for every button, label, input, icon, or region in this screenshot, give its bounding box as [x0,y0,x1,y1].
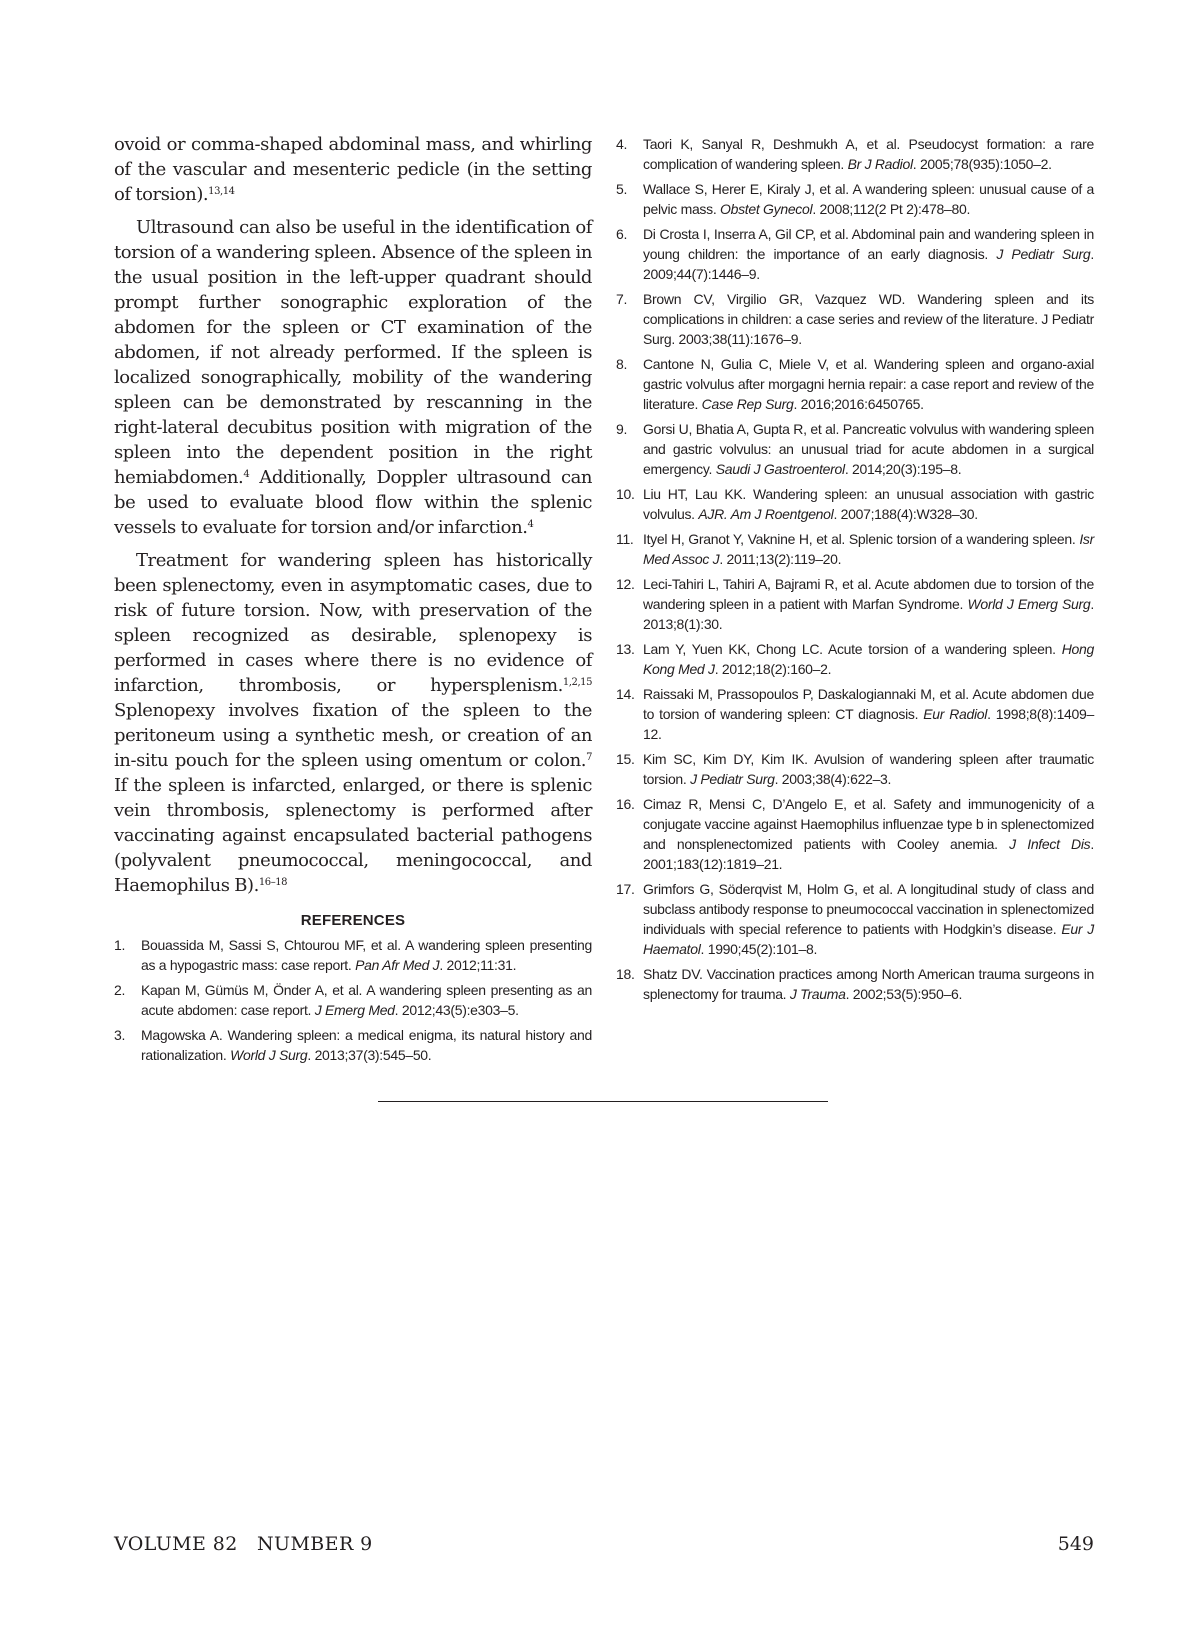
references-heading: REFERENCES [300,912,406,929]
body-paragraph: ovoid or comma-shaped abdominal mass, and whirling of the vascular and mesenteric pedicle (in the setting of torsion).$^{13,14}$ [114,134,592,205]
reference-item [616,484,1094,524]
reference-number: 11. [616,531,634,547]
body-paragraph: Treatment for wandering spleen has historically been splenectomy, even in asymptomatic cases, due to risk of future torsion. Now, with preservation of the spleen recognized as desirable, splenopexy is performed in cases where there is no evidence of infarction, thrombosis, or hypersplenism.$^{1,2,15}$ Splenopexy involves fixation of the spleen to the peritoneum using a synthetic mesh, or creation of an in-situ pouch for the spleen using omentum or colon.$^7$ If the spleen is infarcted, enlarged, or there is splenic vein thrombosis, splenectomy is performed after vaccinating against encapsulated bacterial pathogens (polyvalent pneumococcal, meningococcal, and Haemophilus B).$^{16-18}$ [114,550,592,896]
reference-number: 13. [616,641,635,657]
reference-journal: J Emerg Med [314,1002,395,1018]
reference-number: 4. [616,136,628,152]
reference-text: Shatz DV. Vaccination practices among North American trauma surgeons in splenectomy for trauma. J Trauma. 2002;53(5):950–6. [643,966,1094,1002]
left-column [114,132,592,1070]
reference-text: Grimfors G, Söderqvist M, Holm G, et al. A longitudinal study of class and subclass antibody response to pneumococcal vaccination in splenectomized individuals with special reference to patients with Hodgkin’s disease. Eur J Haematol. 1990;45(2):101–8. [643,881,1094,957]
reference-item [616,134,1094,174]
reference-journal: Saudi J Gastroenterol [715,461,845,477]
reference-journal: World J Emerg Surg [967,596,1091,612]
reference-journal: Isr Med Assoc J [643,531,1094,567]
reference-list-left [114,935,592,1065]
reference-journal: World J Surg [230,1047,308,1063]
reference-number: 10. [616,486,635,502]
reference-text: Bouassida M, Sassi S, Chtourou MF, et al. A wandering spleen presenting as a hypogastric mass: case report. Pan Afr Med J. 2012;11:31. [141,937,592,973]
reference-number: 12. [616,576,635,592]
reference-item [616,354,1094,414]
reference-journal: Obstet Gynecol [720,201,813,217]
reference-journal: J Trauma [789,986,846,1002]
reference-item [114,980,592,1020]
reference-text: Cimaz R, Mensi C, D’Angelo E, et al. Safety and immunogenicity of a conjugate vaccine against Haemophilus influenzae type b in splenectomized and nonsplenectomized patients with Cooley anemia. J Infect Dis. 2001;183(12):1819–21. [643,796,1094,872]
reference-item [616,224,1094,284]
reference-journal: Hong Kong Med J [643,641,1094,677]
reference-number: 5. [616,181,628,197]
reference-text: Magowska A. Wandering spleen: a medical enigma, its natural history and rationalization. World J Surg. 2013;37(3):545–50. [141,1027,592,1063]
reference-item [616,639,1094,679]
reference-text: Leci-Tahiri L, Tahiri A, Bajrami R, et al. Acute abdomen due to torsion of the wandering spleen in a patient with Marfan Syndrome. World J Emerg Surg. 2013;8(1):30. [643,576,1094,632]
reference-text: Taori K, Sanyal R, Deshmukh A, et al. Pseudocyst formation: a rare complication of wandering spleen. Br J Radiol. 2005;78(935):1050–2. [643,136,1094,172]
reference-number: 16. [616,796,635,812]
reference-number: 17. [616,881,635,897]
reference-journal: J Pediatr Surg [690,771,775,787]
reference-number: 6. [616,226,628,242]
reference-journal: Case Rep Surg [701,396,794,412]
reference-number: 14. [616,686,635,702]
reference-text: Cantone N, Gulia C, Miele V, et al. Wandering spleen and organo-axial gastric volvulus after morgagni hernia repair: a case report and review of the literature. Case Rep Surg. 2016;2016:6450765. [643,356,1094,412]
footer-journal-issue: VOLUME 82 NUMBER 9 [114,1533,373,1555]
reference-item [616,179,1094,219]
reference-journal: Pan Afr Med J [355,957,440,973]
reference-journal: J Infect Dis [1009,836,1091,852]
reference-text: Wallace S, Herer E, Kiraly J, et al. A wandering spleen: unusual cause of a pelvic mass. Obstet Gynecol. 2008;112(2 Pt 2):478–80. [643,181,1094,217]
reference-number: 7. [616,291,628,307]
reference-journal: Br J Radiol [847,156,913,172]
reference-number: 1. [114,937,126,953]
reference-text: Brown CV, Virgilio GR, Vazquez WD. Wandering spleen and its complications in children: a case series and review of the literature. J Pediatr Surg. 2003;38(11):1676–9. [643,291,1094,347]
reference-item [616,574,1094,634]
reference-text: Di Crosta I, Inserra A, Gil CP, et al. Abdominal pain and wandering spleen in young children: the importance of an early diagnosis. J Pediatr Surg. 2009;44(7):1446–9. [643,226,1094,282]
reference-text: Lam Y, Yuen KK, Chong LC. Acute torsion of a wandering spleen. Hong Kong Med J. 2012;18(2):160–2. [643,641,1094,677]
reference-journal: J Pediatr Surg [996,246,1091,262]
reference-text: Raissaki M, Prassopoulos P, Daskalogiannaki M, et al. Acute abdomen due to torsion of wandering spleen: CT diagnosis. Eur Radiol. 1998;8(8):1409–12. [643,686,1095,742]
reference-list-right [616,134,1094,1004]
end-divider [378,1101,828,1102]
reference-item [616,879,1094,959]
reference-text: Ityel H, Granot Y, Vaknine H, et al. Splenic torsion of a wandering spleen. Isr Med Assoc J. 2011;13(2):119–20. [643,531,1094,567]
reference-item [616,749,1094,789]
reference-number: 18. [616,966,635,982]
reference-text: Liu HT, Lau KK. Wandering spleen: an unusual association with gastric volvulus. AJR. Am J Roentgenol. 2007;188(4):W328–30. [643,486,1094,522]
reference-item [616,529,1094,569]
reference-item [616,684,1094,744]
footer-page-number: 549 [1057,1533,1094,1555]
reference-item [616,794,1094,874]
reference-number: 3. [114,1027,126,1043]
reference-journal: Eur Radiol [923,706,988,722]
reference-number: 9. [616,421,628,437]
reference-text: Kapan M, Gümüs M, Önder A, et al. A wandering spleen presenting as an acute abdomen: case report. J Emerg Med. 2012;43(5):e303–5. [141,982,592,1018]
reference-item [616,289,1094,349]
reference-journal: AJR. Am J Roentgenol [698,506,834,522]
right-column [616,134,1094,1009]
reference-item [114,935,592,975]
reference-item [616,419,1094,479]
reference-text: Kim SC, Kim DY, Kim IK. Avulsion of wandering spleen after traumatic torsion. J Pediatr Surg. 2003;38(4):622–3. [643,751,1094,787]
reference-number: 8. [616,356,628,372]
reference-journal: Eur J Haematol [643,921,1094,957]
reference-item [616,964,1094,1004]
body-paragraph: Ultrasound can also be useful in the identification of torsion of a wandering spleen. Absence of the spleen in the usual position in the left-upper quadrant should prompt further sonographic exploration of the abdomen for the spleen or CT examination of the abdomen, if not already performed. If the spleen is localized sonographically, mobility of the wandering spleen can be demonstrated by rescanning in the right-lateral decubitus position with migration of the spleen into the dependent position in the right hemiabdomen.$^4$ Additionally, Doppler ultrasound can be used to evaluate blood flow within the splenic vessels to evaluate for torsion and/or infarction.$^4$ [114,217,592,538]
reference-text: Gorsi U, Bhatia A, Gupta R, et al. Pancreatic volvulus with wandering spleen and gastric volvulus: an unusual triad for acute abdomen in a surgical emergency. Saudi J Gastroenterol. 2014;20(3):195–8. [643,421,1094,477]
reference-number: 2. [114,982,126,998]
reference-item [114,1025,592,1065]
reference-number: 15. [616,751,635,767]
